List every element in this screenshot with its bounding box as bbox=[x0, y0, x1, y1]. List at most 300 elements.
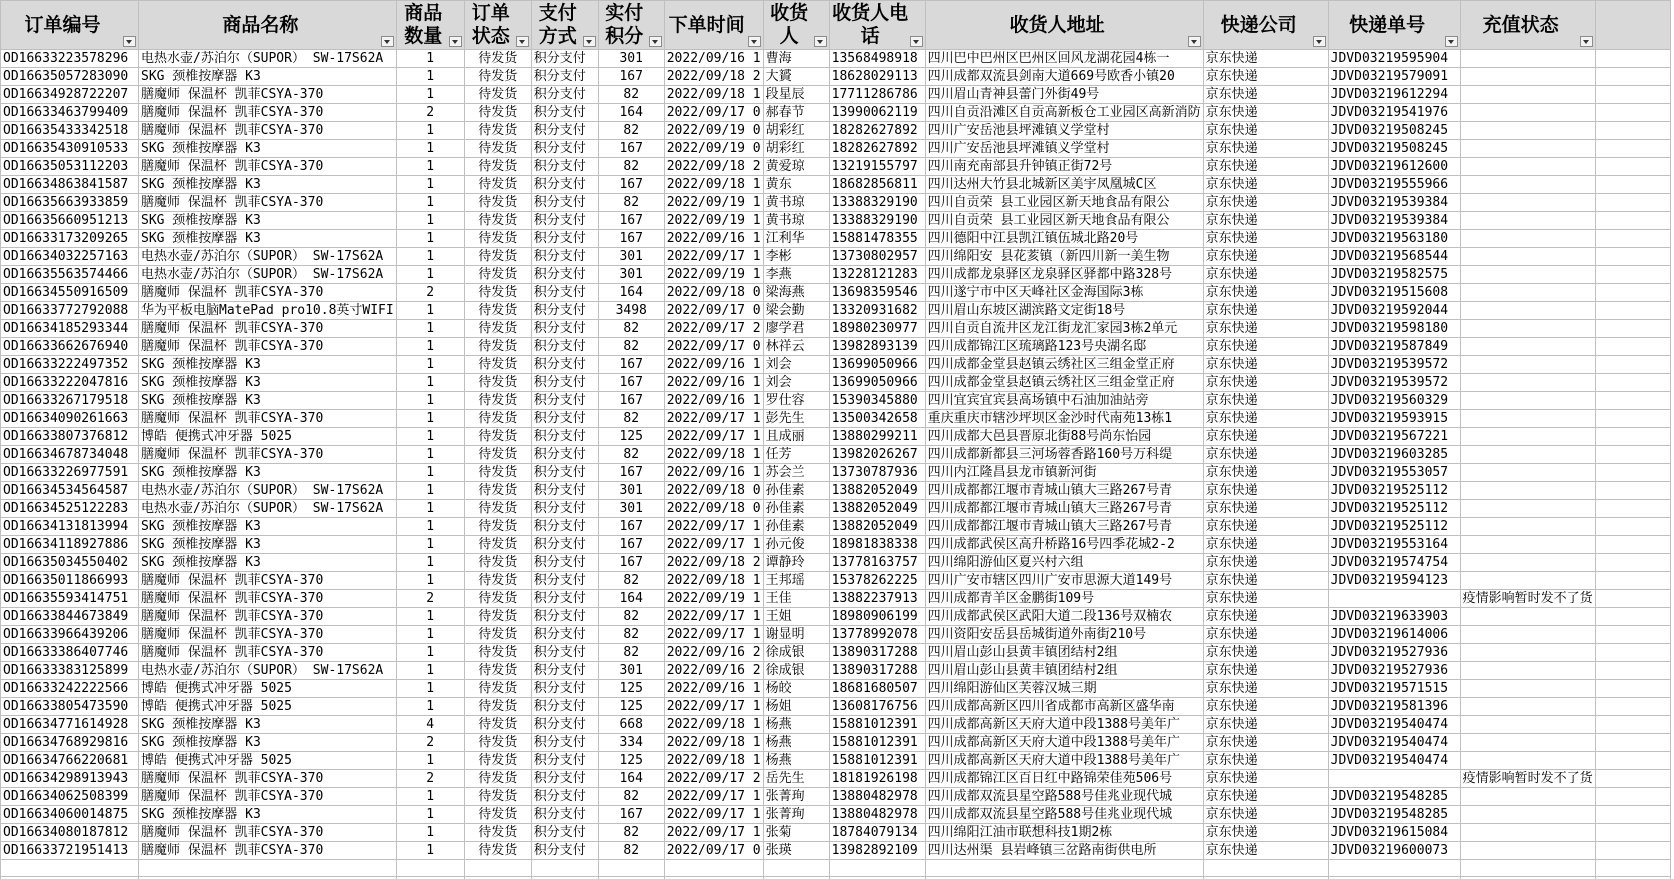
empty-cell[interactable] bbox=[1595, 824, 1670, 842]
cell-payment-method[interactable]: 积分支付 bbox=[531, 644, 598, 662]
cell-order-status[interactable]: 待发货 bbox=[464, 500, 531, 518]
empty-cell[interactable] bbox=[1203, 860, 1328, 877]
empty-cell[interactable] bbox=[1595, 680, 1670, 698]
cell-payment-method[interactable]: 积分支付 bbox=[531, 788, 598, 806]
cell-quantity[interactable]: 1 bbox=[396, 626, 464, 644]
cell-courier[interactable]: 京东快递 bbox=[1203, 590, 1328, 608]
cell-order-id[interactable]: OD16635563574466 bbox=[1, 266, 139, 284]
cell-order-status[interactable]: 待发货 bbox=[464, 554, 531, 572]
cell-tracking-number[interactable]: JDVD03219525112 bbox=[1328, 500, 1460, 518]
cell-recipient-phone[interactable]: 13778992078 bbox=[829, 626, 925, 644]
cell-recipient-phone[interactable]: 13608176756 bbox=[829, 698, 925, 716]
cell-recipient-phone[interactable]: 18980230977 bbox=[829, 320, 925, 338]
empty-cell[interactable] bbox=[1595, 860, 1670, 877]
cell-recipient-address[interactable]: 四川自贡自流井区龙江街龙汇家园3栋2单元 bbox=[925, 320, 1203, 338]
cell-product-name[interactable]: 膳魔师 保温杯 凯菲CSYA-370 bbox=[139, 608, 397, 626]
cell-payment-method[interactable]: 积分支付 bbox=[531, 608, 598, 626]
cell-recharge-status[interactable] bbox=[1460, 410, 1595, 428]
cell-points-paid[interactable]: 301 bbox=[598, 482, 664, 500]
cell-order-id[interactable]: OD16633223578296 bbox=[1, 50, 139, 68]
cell-points-paid[interactable]: 82 bbox=[598, 824, 664, 842]
empty-cell[interactable] bbox=[531, 860, 598, 877]
cell-recipient-address[interactable]: 四川成都高新区天府大道中段1388号美年广 bbox=[925, 752, 1203, 770]
cell-quantity[interactable]: 1 bbox=[396, 464, 464, 482]
cell-recipient-address[interactable]: 四川广安岳池县坪滩镇义学堂村 bbox=[925, 122, 1203, 140]
cell-recipient[interactable]: 李燕 bbox=[763, 266, 829, 284]
cell-recipient[interactable]: 谢显明 bbox=[763, 626, 829, 644]
cell-order-id[interactable]: OD16634678734048 bbox=[1, 446, 139, 464]
cell-product-name[interactable]: 膳魔师 保温杯 凯菲CSYA-370 bbox=[139, 590, 397, 608]
cell-payment-method[interactable]: 积分支付 bbox=[531, 140, 598, 158]
cell-order-id[interactable]: OD16635660951213 bbox=[1, 212, 139, 230]
cell-recharge-status[interactable] bbox=[1460, 464, 1595, 482]
empty-cell[interactable] bbox=[1595, 68, 1670, 86]
cell-order-time[interactable]: 2022/09/18 2 bbox=[664, 554, 763, 572]
cell-product-name[interactable]: 膳魔师 保温杯 凯菲CSYA-370 bbox=[139, 122, 397, 140]
cell-points-paid[interactable]: 82 bbox=[598, 644, 664, 662]
cell-recipient[interactable]: 王佳 bbox=[763, 590, 829, 608]
cell-courier[interactable]: 京东快递 bbox=[1203, 122, 1328, 140]
filter-dropdown-icon[interactable] bbox=[583, 36, 596, 47]
empty-cell[interactable] bbox=[1595, 554, 1670, 572]
cell-order-id[interactable]: OD16634118927886 bbox=[1, 536, 139, 554]
cell-quantity[interactable]: 1 bbox=[396, 212, 464, 230]
cell-product-name[interactable]: SKG 颈椎按摩器 K3 bbox=[139, 392, 397, 410]
cell-product-name[interactable]: 膳魔师 保温杯 凯菲CSYA-370 bbox=[139, 788, 397, 806]
cell-tracking-number[interactable]: JDVD03219571515 bbox=[1328, 680, 1460, 698]
empty-cell[interactable] bbox=[1595, 356, 1670, 374]
cell-tracking-number[interactable]: JDVD03219633903 bbox=[1328, 608, 1460, 626]
cell-recipient-phone[interactable]: 18681680507 bbox=[829, 680, 925, 698]
cell-order-time[interactable]: 2022/09/18 2 bbox=[664, 68, 763, 86]
cell-order-id[interactable]: OD16634032257163 bbox=[1, 248, 139, 266]
cell-courier[interactable]: 京东快递 bbox=[1203, 752, 1328, 770]
cell-order-time[interactable]: 2022/09/17 2 bbox=[664, 770, 763, 788]
cell-points-paid[interactable]: 668 bbox=[598, 716, 664, 734]
cell-recipient[interactable]: 林祥云 bbox=[763, 338, 829, 356]
cell-recipient-address[interactable]: 四川广安岳池县坪滩镇义学堂村 bbox=[925, 140, 1203, 158]
cell-order-id[interactable]: OD16634768929816 bbox=[1, 734, 139, 752]
empty-cell[interactable] bbox=[598, 860, 664, 877]
cell-payment-method[interactable]: 积分支付 bbox=[531, 518, 598, 536]
cell-order-id[interactable]: OD16633844673849 bbox=[1, 608, 139, 626]
cell-order-id[interactable]: OD16633222497352 bbox=[1, 356, 139, 374]
cell-quantity[interactable]: 1 bbox=[396, 842, 464, 860]
cell-recharge-status[interactable] bbox=[1460, 122, 1595, 140]
cell-product-name[interactable]: SKG 颈椎按摩器 K3 bbox=[139, 356, 397, 374]
cell-recipient-address[interactable]: 四川成都武侯区武阳大道二段136号双楠农 bbox=[925, 608, 1203, 626]
cell-recipient-address[interactable]: 四川遂宁市中区天峰社区金海国际3栋 bbox=[925, 284, 1203, 302]
cell-quantity[interactable]: 2 bbox=[396, 734, 464, 752]
cell-tracking-number[interactable]: JDVD03219592044 bbox=[1328, 302, 1460, 320]
cell-recipient-phone[interactable]: 13882052049 bbox=[829, 518, 925, 536]
cell-order-time[interactable]: 2022/09/18 1 bbox=[664, 446, 763, 464]
empty-cell[interactable] bbox=[396, 860, 464, 877]
cell-recipient-phone[interactable]: 13699050966 bbox=[829, 374, 925, 392]
cell-recipient-address[interactable]: 四川眉山彭山县黄丰镇团结村2组 bbox=[925, 662, 1203, 680]
cell-quantity[interactable]: 1 bbox=[396, 194, 464, 212]
cell-quantity[interactable]: 1 bbox=[396, 536, 464, 554]
cell-recharge-status[interactable] bbox=[1460, 158, 1595, 176]
cell-recipient[interactable]: 杨燕 bbox=[763, 734, 829, 752]
cell-quantity[interactable]: 1 bbox=[396, 752, 464, 770]
cell-points-paid[interactable]: 167 bbox=[598, 806, 664, 824]
empty-cell[interactable] bbox=[1595, 770, 1670, 788]
cell-recipient-address[interactable]: 四川成都都江堰市青城山镇大三路267号青 bbox=[925, 500, 1203, 518]
cell-product-name[interactable]: 膳魔师 保温杯 凯菲CSYA-370 bbox=[139, 284, 397, 302]
cell-courier[interactable]: 京东快递 bbox=[1203, 536, 1328, 554]
cell-product-name[interactable]: 膳魔师 保温杯 凯菲CSYA-370 bbox=[139, 572, 397, 590]
cell-recipient[interactable]: 张菁珣 bbox=[763, 806, 829, 824]
cell-tracking-number[interactable]: JDVD03219595904 bbox=[1328, 50, 1460, 68]
cell-recharge-status[interactable] bbox=[1460, 716, 1595, 734]
cell-product-name[interactable]: SKG 颈椎按摩器 K3 bbox=[139, 734, 397, 752]
cell-recipient[interactable]: 胡彩红 bbox=[763, 122, 829, 140]
cell-order-status[interactable]: 待发货 bbox=[464, 140, 531, 158]
cell-courier[interactable]: 京东快递 bbox=[1203, 806, 1328, 824]
cell-tracking-number[interactable]: JDVD03219579091 bbox=[1328, 68, 1460, 86]
cell-recipient[interactable]: 黄书琼 bbox=[763, 194, 829, 212]
empty-cell[interactable] bbox=[1, 860, 139, 877]
cell-courier[interactable]: 京东快递 bbox=[1203, 86, 1328, 104]
cell-tracking-number[interactable]: JDVD03219603285 bbox=[1328, 446, 1460, 464]
cell-tracking-number[interactable]: JDVD03219555966 bbox=[1328, 176, 1460, 194]
cell-recipient-phone[interactable]: 13982893139 bbox=[829, 338, 925, 356]
empty-cell[interactable] bbox=[1595, 194, 1670, 212]
cell-points-paid[interactable]: 167 bbox=[598, 230, 664, 248]
cell-courier[interactable]: 京东快递 bbox=[1203, 230, 1328, 248]
cell-courier[interactable]: 京东快递 bbox=[1203, 554, 1328, 572]
cell-payment-method[interactable]: 积分支付 bbox=[531, 86, 598, 104]
cell-recharge-status[interactable] bbox=[1460, 698, 1595, 716]
cell-order-status[interactable]: 待发货 bbox=[464, 644, 531, 662]
cell-product-name[interactable]: SKG 颈椎按摩器 K3 bbox=[139, 374, 397, 392]
cell-order-status[interactable]: 待发货 bbox=[464, 536, 531, 554]
cell-recipient[interactable]: 李彬 bbox=[763, 248, 829, 266]
cell-quantity[interactable]: 1 bbox=[396, 698, 464, 716]
cell-courier[interactable]: 京东快递 bbox=[1203, 104, 1328, 122]
empty-cell[interactable] bbox=[1595, 716, 1670, 734]
cell-recipient[interactable]: 杨姐 bbox=[763, 698, 829, 716]
cell-quantity[interactable]: 1 bbox=[396, 356, 464, 374]
cell-points-paid[interactable]: 125 bbox=[598, 428, 664, 446]
cell-points-paid[interactable]: 125 bbox=[598, 680, 664, 698]
cell-order-status[interactable]: 待发货 bbox=[464, 590, 531, 608]
empty-cell[interactable] bbox=[829, 860, 925, 877]
empty-cell[interactable] bbox=[1595, 212, 1670, 230]
cell-payment-method[interactable]: 积分支付 bbox=[531, 410, 598, 428]
empty-cell[interactable] bbox=[1460, 860, 1595, 877]
cell-courier[interactable]: 京东快递 bbox=[1203, 626, 1328, 644]
cell-quantity[interactable]: 1 bbox=[396, 176, 464, 194]
cell-courier[interactable]: 京东快递 bbox=[1203, 248, 1328, 266]
cell-points-paid[interactable]: 301 bbox=[598, 50, 664, 68]
cell-quantity[interactable]: 1 bbox=[396, 446, 464, 464]
cell-order-status[interactable]: 待发货 bbox=[464, 392, 531, 410]
cell-order-id[interactable]: OD16634131813994 bbox=[1, 518, 139, 536]
cell-order-time[interactable]: 2022/09/16 1 bbox=[664, 464, 763, 482]
cell-product-name[interactable]: SKG 颈椎按摩器 K3 bbox=[139, 230, 397, 248]
cell-order-id[interactable]: OD16633807376812 bbox=[1, 428, 139, 446]
cell-recharge-status[interactable] bbox=[1460, 194, 1595, 212]
cell-order-id[interactable]: OD16634766220681 bbox=[1, 752, 139, 770]
cell-tracking-number[interactable] bbox=[1328, 590, 1460, 608]
filter-dropdown-icon[interactable] bbox=[516, 36, 529, 47]
cell-recipient-phone[interactable]: 13882052049 bbox=[829, 482, 925, 500]
cell-order-id[interactable]: OD16633721951413 bbox=[1, 842, 139, 860]
cell-order-time[interactable]: 2022/09/19 1 bbox=[664, 212, 763, 230]
cell-quantity[interactable]: 1 bbox=[396, 482, 464, 500]
empty-cell[interactable] bbox=[1595, 806, 1670, 824]
cell-courier[interactable]: 京东快递 bbox=[1203, 338, 1328, 356]
cell-courier[interactable]: 京东快递 bbox=[1203, 212, 1328, 230]
cell-quantity[interactable]: 1 bbox=[396, 500, 464, 518]
cell-order-status[interactable]: 待发货 bbox=[464, 824, 531, 842]
cell-payment-method[interactable]: 积分支付 bbox=[531, 212, 598, 230]
cell-recharge-status[interactable]: 疫情影响暂时发不了货 bbox=[1460, 590, 1595, 608]
filter-dropdown-icon[interactable] bbox=[1445, 36, 1458, 47]
cell-points-paid[interactable]: 82 bbox=[598, 626, 664, 644]
cell-recipient-address[interactable]: 四川自贡沿滩区自贡高新板仓工业园区高新消防 bbox=[925, 104, 1203, 122]
cell-points-paid[interactable]: 164 bbox=[598, 590, 664, 608]
cell-order-id[interactable]: OD16633463799409 bbox=[1, 104, 139, 122]
cell-order-status[interactable]: 待发货 bbox=[464, 374, 531, 392]
cell-courier[interactable]: 京东快递 bbox=[1203, 482, 1328, 500]
cell-recipient-phone[interactable]: 15881478355 bbox=[829, 230, 925, 248]
cell-recipient-address[interactable]: 四川自贡荣 县工业园区新天地食品有限公 bbox=[925, 212, 1203, 230]
cell-order-status[interactable]: 待发货 bbox=[464, 86, 531, 104]
cell-order-id[interactable]: OD16635430910533 bbox=[1, 140, 139, 158]
filter-dropdown-icon[interactable] bbox=[910, 36, 923, 47]
cell-points-paid[interactable]: 167 bbox=[598, 392, 664, 410]
cell-quantity[interactable]: 1 bbox=[396, 320, 464, 338]
cell-quantity[interactable]: 2 bbox=[396, 770, 464, 788]
cell-payment-method[interactable]: 积分支付 bbox=[531, 158, 598, 176]
cell-recipient-address[interactable]: 四川绵阳江油市联想科技1期2栋 bbox=[925, 824, 1203, 842]
cell-recipient-phone[interactable]: 15881012391 bbox=[829, 716, 925, 734]
cell-recipient[interactable]: 徐成银 bbox=[763, 644, 829, 662]
filter-dropdown-icon[interactable] bbox=[1313, 36, 1326, 47]
cell-quantity[interactable]: 1 bbox=[396, 788, 464, 806]
cell-product-name[interactable]: 膳魔师 保温杯 凯菲CSYA-370 bbox=[139, 824, 397, 842]
cell-quantity[interactable]: 2 bbox=[396, 284, 464, 302]
cell-product-name[interactable]: SKG 颈椎按摩器 K3 bbox=[139, 140, 397, 158]
empty-cell[interactable] bbox=[1595, 752, 1670, 770]
cell-recipient-address[interactable]: 四川成都都江堰市青城山镇大三路267号青 bbox=[925, 518, 1203, 536]
cell-recipient[interactable]: 廖学君 bbox=[763, 320, 829, 338]
empty-cell[interactable] bbox=[1595, 788, 1670, 806]
cell-courier[interactable]: 京东快递 bbox=[1203, 266, 1328, 284]
cell-points-paid[interactable]: 167 bbox=[598, 356, 664, 374]
empty-cell[interactable] bbox=[1595, 518, 1670, 536]
empty-cell[interactable] bbox=[1595, 626, 1670, 644]
cell-quantity[interactable]: 1 bbox=[396, 554, 464, 572]
cell-order-status[interactable]: 待发货 bbox=[464, 302, 531, 320]
cell-tracking-number[interactable]: JDVD03219548285 bbox=[1328, 806, 1460, 824]
empty-cell[interactable] bbox=[1595, 644, 1670, 662]
cell-tracking-number[interactable]: JDVD03219612294 bbox=[1328, 86, 1460, 104]
cell-recipient[interactable]: 孙佳素 bbox=[763, 482, 829, 500]
cell-tracking-number[interactable]: JDVD03219540474 bbox=[1328, 734, 1460, 752]
cell-product-name[interactable]: 博皓 便携式冲牙器 5025 bbox=[139, 428, 397, 446]
cell-order-time[interactable]: 2022/09/19 0 bbox=[664, 140, 763, 158]
cell-tracking-number[interactable]: JDVD03219539572 bbox=[1328, 374, 1460, 392]
cell-tracking-number[interactable]: JDVD03219540474 bbox=[1328, 752, 1460, 770]
cell-courier[interactable]: 京东快递 bbox=[1203, 356, 1328, 374]
empty-cell[interactable] bbox=[1595, 176, 1670, 194]
cell-recipient-address[interactable]: 四川资阳安岳县岳城街道外南街210号 bbox=[925, 626, 1203, 644]
cell-recharge-status[interactable] bbox=[1460, 734, 1595, 752]
cell-recipient[interactable]: 徐成银 bbox=[763, 662, 829, 680]
cell-order-id[interactable]: OD16635663933859 bbox=[1, 194, 139, 212]
cell-order-time[interactable]: 2022/09/17 1 bbox=[664, 824, 763, 842]
cell-payment-method[interactable]: 积分支付 bbox=[531, 554, 598, 572]
empty-cell[interactable] bbox=[1595, 284, 1670, 302]
cell-recipient[interactable]: 彭先生 bbox=[763, 410, 829, 428]
empty-cell[interactable] bbox=[763, 860, 829, 877]
cell-recipient-address[interactable]: 四川巴中巴州区巴州区回风龙湖花园4栋一 bbox=[925, 50, 1203, 68]
cell-recipient-phone[interactable]: 13882237913 bbox=[829, 590, 925, 608]
cell-payment-method[interactable]: 积分支付 bbox=[531, 446, 598, 464]
cell-payment-method[interactable]: 积分支付 bbox=[531, 842, 598, 860]
cell-order-status[interactable]: 待发货 bbox=[464, 266, 531, 284]
cell-order-time[interactable]: 2022/09/17 1 bbox=[664, 626, 763, 644]
cell-product-name[interactable]: 电热水壶/苏泊尔（SUPOR） SW-17S62A bbox=[139, 50, 397, 68]
empty-cell[interactable] bbox=[1595, 338, 1670, 356]
cell-product-name[interactable]: SKG 颈椎按摩器 K3 bbox=[139, 806, 397, 824]
cell-courier[interactable]: 京东快递 bbox=[1203, 734, 1328, 752]
cell-recipient[interactable]: 胡彩红 bbox=[763, 140, 829, 158]
cell-points-paid[interactable]: 3498 bbox=[598, 302, 664, 320]
cell-points-paid[interactable]: 167 bbox=[598, 464, 664, 482]
cell-recharge-status[interactable] bbox=[1460, 356, 1595, 374]
cell-order-time[interactable]: 2022/09/17 2 bbox=[664, 320, 763, 338]
cell-points-paid[interactable]: 167 bbox=[598, 536, 664, 554]
cell-quantity[interactable]: 1 bbox=[396, 122, 464, 140]
cell-points-paid[interactable]: 301 bbox=[598, 248, 664, 266]
cell-order-status[interactable]: 待发货 bbox=[464, 572, 531, 590]
cell-product-name[interactable]: 膳魔师 保温杯 凯菲CSYA-370 bbox=[139, 770, 397, 788]
cell-payment-method[interactable]: 积分支付 bbox=[531, 716, 598, 734]
cell-points-paid[interactable]: 164 bbox=[598, 284, 664, 302]
cell-tracking-number[interactable]: JDVD03219540474 bbox=[1328, 716, 1460, 734]
cell-points-paid[interactable]: 164 bbox=[598, 770, 664, 788]
cell-points-paid[interactable]: 167 bbox=[598, 68, 664, 86]
cell-order-time[interactable]: 2022/09/16 1 bbox=[664, 230, 763, 248]
cell-order-time[interactable]: 2022/09/16 1 bbox=[664, 374, 763, 392]
cell-payment-method[interactable]: 积分支付 bbox=[531, 536, 598, 554]
cell-payment-method[interactable]: 积分支付 bbox=[531, 194, 598, 212]
cell-tracking-number[interactable]: JDVD03219567221 bbox=[1328, 428, 1460, 446]
cell-recipient[interactable]: 段星辰 bbox=[763, 86, 829, 104]
cell-recipient[interactable]: 苏会兰 bbox=[763, 464, 829, 482]
cell-payment-method[interactable]: 积分支付 bbox=[531, 698, 598, 716]
cell-quantity[interactable]: 1 bbox=[396, 644, 464, 662]
cell-recipient-phone[interactable]: 15881012391 bbox=[829, 734, 925, 752]
cell-quantity[interactable]: 1 bbox=[396, 824, 464, 842]
cell-courier[interactable]: 京东快递 bbox=[1203, 446, 1328, 464]
cell-courier[interactable]: 京东快递 bbox=[1203, 410, 1328, 428]
cell-product-name[interactable]: SKG 颈椎按摩器 K3 bbox=[139, 536, 397, 554]
cell-payment-method[interactable]: 积分支付 bbox=[531, 284, 598, 302]
cell-points-paid[interactable]: 164 bbox=[598, 104, 664, 122]
cell-order-time[interactable]: 2022/09/18 0 bbox=[664, 482, 763, 500]
cell-tracking-number[interactable]: JDVD03219615084 bbox=[1328, 824, 1460, 842]
cell-product-name[interactable]: 华为平板电脑MatePad pro10.8英寸WIFI bbox=[139, 302, 397, 320]
empty-cell[interactable] bbox=[1595, 86, 1670, 104]
cell-recipient-address[interactable]: 四川眉山东坡区湖滨路文定街18号 bbox=[925, 302, 1203, 320]
cell-recipient[interactable]: 孙佳素 bbox=[763, 518, 829, 536]
cell-tracking-number[interactable]: JDVD03219598180 bbox=[1328, 320, 1460, 338]
empty-cell[interactable] bbox=[1595, 500, 1670, 518]
cell-order-status[interactable]: 待发货 bbox=[464, 320, 531, 338]
cell-tracking-number[interactable]: JDVD03219614006 bbox=[1328, 626, 1460, 644]
cell-recipient[interactable]: 杨燕 bbox=[763, 716, 829, 734]
cell-recharge-status[interactable] bbox=[1460, 374, 1595, 392]
cell-recipient-phone[interactable]: 13730802957 bbox=[829, 248, 925, 266]
cell-recipient-address[interactable]: 四川宜宾宜宾县高场镇中石油加油站旁 bbox=[925, 392, 1203, 410]
cell-tracking-number[interactable]: JDVD03219600073 bbox=[1328, 842, 1460, 860]
cell-product-name[interactable]: 膳魔师 保温杯 凯菲CSYA-370 bbox=[139, 194, 397, 212]
cell-tracking-number[interactable]: JDVD03219539572 bbox=[1328, 356, 1460, 374]
cell-quantity[interactable]: 1 bbox=[396, 266, 464, 284]
cell-order-time[interactable]: 2022/09/16 1 bbox=[664, 680, 763, 698]
empty-cell[interactable] bbox=[1595, 662, 1670, 680]
cell-quantity[interactable]: 1 bbox=[396, 392, 464, 410]
cell-quantity[interactable]: 1 bbox=[396, 86, 464, 104]
cell-recipient-address[interactable]: 四川达州渠 县岩峰镇三岔路南街供电所 bbox=[925, 842, 1203, 860]
cell-payment-method[interactable]: 积分支付 bbox=[531, 734, 598, 752]
cell-tracking-number[interactable]: JDVD03219508245 bbox=[1328, 122, 1460, 140]
cell-order-id[interactable]: OD16633966439206 bbox=[1, 626, 139, 644]
cell-points-paid[interactable]: 167 bbox=[598, 140, 664, 158]
cell-order-time[interactable]: 2022/09/18 1 bbox=[664, 572, 763, 590]
cell-recipient[interactable]: 曹海 bbox=[763, 50, 829, 68]
cell-payment-method[interactable]: 积分支付 bbox=[531, 482, 598, 500]
cell-recipient-address[interactable]: 四川成都锦江区百日红中路锦荣佳苑506号 bbox=[925, 770, 1203, 788]
cell-order-status[interactable]: 待发货 bbox=[464, 356, 531, 374]
cell-recipient[interactable]: 黄爱琼 bbox=[763, 158, 829, 176]
cell-points-paid[interactable]: 82 bbox=[598, 158, 664, 176]
cell-product-name[interactable]: 博皓 便携式冲牙器 5025 bbox=[139, 698, 397, 716]
cell-courier[interactable]: 京东快递 bbox=[1203, 680, 1328, 698]
cell-tracking-number[interactable]: JDVD03219508245 bbox=[1328, 140, 1460, 158]
empty-cell[interactable] bbox=[664, 860, 763, 877]
cell-order-status[interactable]: 待发货 bbox=[464, 50, 531, 68]
cell-courier[interactable]: 京东快递 bbox=[1203, 644, 1328, 662]
cell-courier[interactable]: 京东快递 bbox=[1203, 140, 1328, 158]
cell-recipient-phone[interactable]: 13500342658 bbox=[829, 410, 925, 428]
cell-points-paid[interactable]: 334 bbox=[598, 734, 664, 752]
cell-payment-method[interactable]: 积分支付 bbox=[531, 752, 598, 770]
cell-order-time[interactable]: 2022/09/16 2 bbox=[664, 644, 763, 662]
cell-order-id[interactable]: OD16633662676940 bbox=[1, 338, 139, 356]
cell-order-id[interactable]: OD16634771614928 bbox=[1, 716, 139, 734]
cell-payment-method[interactable]: 积分支付 bbox=[531, 392, 598, 410]
cell-tracking-number[interactable]: JDVD03219568544 bbox=[1328, 248, 1460, 266]
cell-quantity[interactable]: 2 bbox=[396, 590, 464, 608]
cell-product-name[interactable]: 电热水壶/苏泊尔（SUPOR） SW-17S62A bbox=[139, 248, 397, 266]
empty-cell[interactable] bbox=[1595, 50, 1670, 68]
cell-payment-method[interactable]: 积分支付 bbox=[531, 230, 598, 248]
cell-order-status[interactable]: 待发货 bbox=[464, 248, 531, 266]
cell-product-name[interactable]: 膳魔师 保温杯 凯菲CSYA-370 bbox=[139, 446, 397, 464]
cell-order-status[interactable]: 待发货 bbox=[464, 446, 531, 464]
empty-cell[interactable] bbox=[1595, 392, 1670, 410]
cell-order-status[interactable]: 待发货 bbox=[464, 122, 531, 140]
cell-order-id[interactable]: OD16634060014875 bbox=[1, 806, 139, 824]
cell-tracking-number[interactable]: JDVD03219553057 bbox=[1328, 464, 1460, 482]
